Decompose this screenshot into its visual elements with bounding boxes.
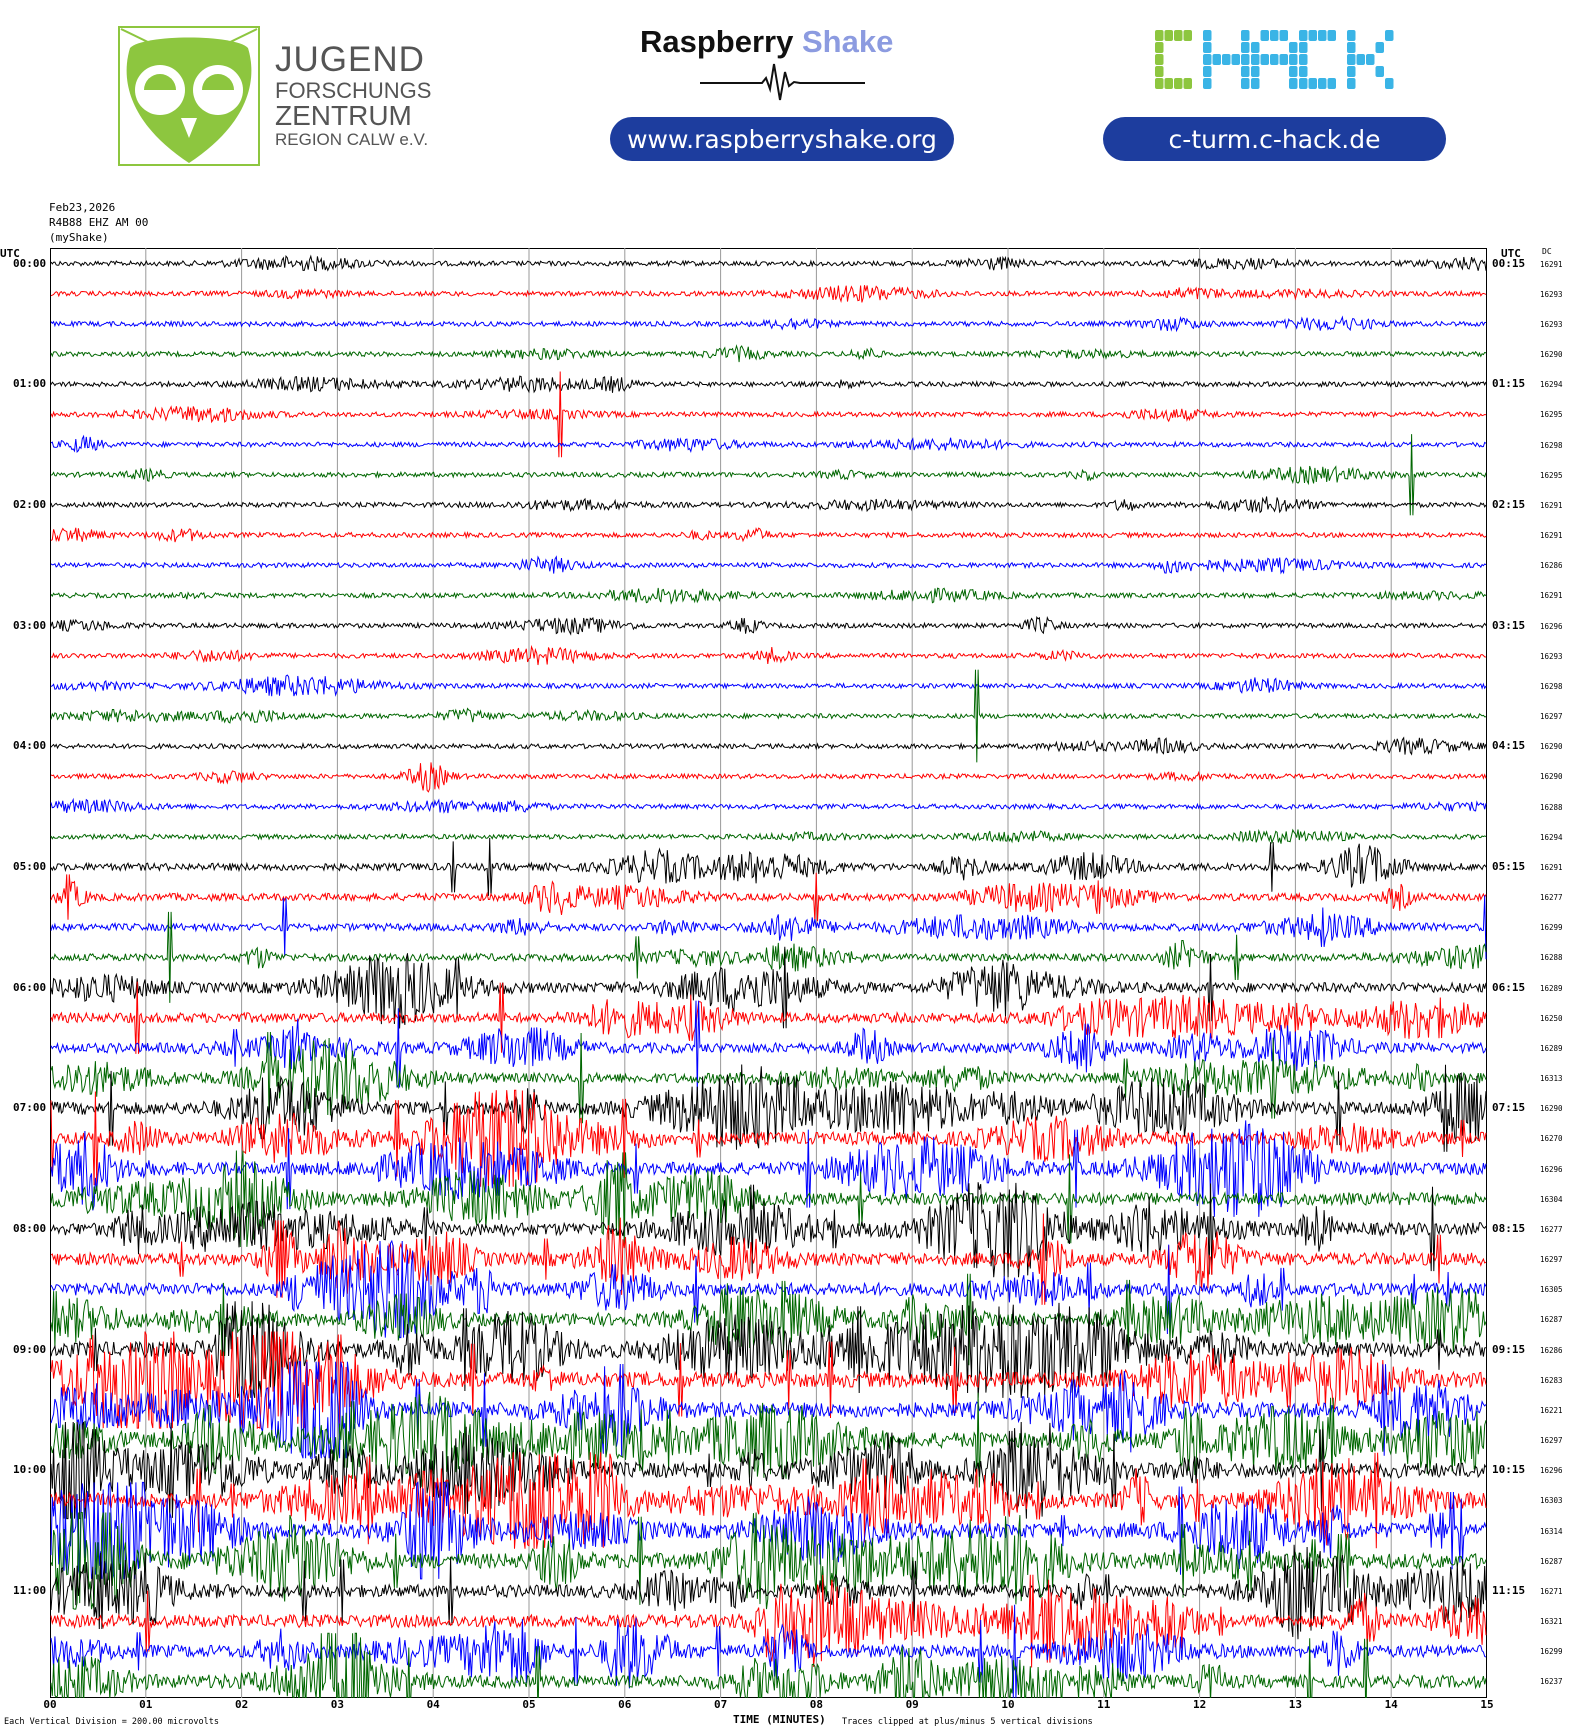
dc-offset-label: 16298 [1540,681,1563,691]
row-time-label-right: 04:15 [1492,739,1526,753]
dc-offset-label: 16297 [1540,712,1563,722]
row-time-label-left: 04:00 [13,739,47,753]
seismic-trace-row [51,1452,1486,1549]
dc-offset-label: 16299 [1540,1647,1563,1657]
dc-offset-label: 16290 [1540,772,1563,782]
chack-logo-pixel [1251,66,1260,77]
data-source: (myShake) [49,231,109,244]
chack-logo-pixel [1318,30,1327,41]
chack-logo-pixel [1309,78,1318,89]
x-tick-label: 06 [618,1698,632,1711]
chack-logo-pixel [1213,54,1222,65]
x-tick-label: 15 [1480,1698,1494,1711]
dc-offset-label: 16291 [1540,862,1563,872]
dc-offset-label: 16286 [1540,1345,1563,1355]
dc-offset-label: 16296 [1540,1466,1563,1476]
raspberry-shake-url-link[interactable]: www.raspberryshake.org [610,117,954,161]
dc-offset-label: 16291 [1540,259,1563,269]
seismic-trace-row [51,256,1486,271]
x-tick-label: 11 [1097,1698,1111,1711]
dc-offset-label: 16298 [1540,440,1563,450]
dc-offset-label: 16221 [1540,1405,1563,1415]
x-tick-label: 13 [1288,1698,1303,1711]
dc-offset-label: 16293 [1540,651,1563,661]
row-time-label-left: 11:00 [13,1583,47,1597]
dc-offset-label: 16293 [1540,319,1563,329]
dc-offset-label: 16297 [1540,1255,1563,1265]
dc-offset-label: 16296 [1540,621,1563,631]
jfz-name-line3: ZENTRUM [275,100,412,131]
row-time-label-left: 01:00 [13,377,47,391]
chack-logo-pixel [1174,30,1183,41]
chack-logo-pixel [1289,42,1298,53]
row-time-label-left: 08:00 [13,1221,47,1235]
seismic-trace-row [51,947,1486,1029]
chack-logo-pixel [1299,66,1308,77]
chack-logo-pixel [1261,54,1270,65]
seismic-trace-row [51,376,1486,393]
chack-logo-pixel [1299,78,1308,89]
station-channel: R4B88 EHZ AM 00 [49,216,149,229]
row-time-label-left: 06:00 [13,980,47,994]
x-tick-label: 12 [1192,1698,1207,1711]
utc-right-label: UTC [1501,247,1521,260]
dc-offset-label: 16271 [1540,1586,1563,1596]
dc-header-label: DC [1542,247,1552,256]
chack-url-link[interactable]: c-turm.c-hack.de [1103,117,1446,161]
dc-offset-label: 16290 [1540,1104,1563,1114]
seismic-trace-row [51,497,1486,513]
chack-logo-pixel [1232,54,1241,65]
x-tick-label: 04 [426,1698,440,1711]
chack-logo-pixel [1241,30,1250,41]
seismic-trace-row [51,285,1486,302]
dc-offset-label: 16287 [1540,1315,1563,1325]
seismic-trace-row [51,675,1486,696]
utc-left-label: UTC [0,247,20,260]
jfz-name-line2: FORSCHUNGS [275,78,432,103]
chack-logo-pixel [1203,78,1212,89]
chack-logo-pixel [1289,66,1298,77]
x-tick-label: 01 [139,1698,153,1711]
seismic-trace-row [51,346,1486,362]
dc-offset-label: 16299 [1540,923,1563,933]
seismic-trace-row [51,830,1486,844]
chack-logo-pixel [1270,30,1279,41]
x-axis-label: TIME (MINUTES) [733,1713,826,1726]
dc-offset-label: 16289 [1540,1043,1563,1053]
chack-logo-pixel [1347,66,1356,77]
chack-logo-pixel [1155,78,1164,89]
chack-logo-pixel [1184,30,1193,41]
chack-logo-pixel [1366,54,1375,65]
seismic-trace-row [51,873,1486,922]
dc-offset-label: 16314 [1540,1526,1563,1536]
chack-logo-pixel [1376,42,1385,53]
seismic-trace-row [51,1001,1486,1096]
dc-offset-label: 16277 [1540,1224,1563,1234]
chack-logo-pixel [1270,54,1279,65]
row-time-label-right: 01:15 [1492,377,1526,391]
dc-offset-label: 16294 [1540,380,1563,390]
seismic-wave-icon [700,56,865,104]
chack-logo-pixel [1165,30,1174,41]
chack-logo-pixel [1261,30,1270,41]
chack-logo-pixel [1251,78,1260,89]
row-time-label-right: 10:15 [1492,1463,1526,1477]
chack-logo-pixel [1155,54,1164,65]
chack-logo-pixel [1222,54,1231,65]
chack-logo-pixel [1155,30,1164,41]
row-time-label-right: 08:15 [1492,1221,1526,1235]
chack-logo-pixel [1357,54,1366,65]
chack-logo-pixel [1280,54,1289,65]
chack-logo-pixel [1184,78,1193,89]
seismic-trace-row [51,647,1486,665]
row-time-label-left: 07:00 [13,1101,47,1115]
dc-offset-label: 16289 [1540,983,1563,993]
chack-logo-pixel [1241,66,1250,77]
x-tick-label: 10 [1001,1698,1015,1711]
jfz-name-line1: JUGEND [275,40,425,79]
row-time-label-left: 03:00 [13,618,47,632]
seismic-trace-row [51,557,1486,574]
chack-logo-pixel [1241,54,1250,65]
raspberry-shake-title-a: Raspberry [640,24,794,59]
chack-logo-pixel [1299,42,1308,53]
dc-offset-label: 16287 [1540,1556,1563,1566]
seismic-trace-row [51,317,1486,331]
record-date: Feb23,2026 [49,201,116,214]
chack-logo-pixel [1347,30,1356,41]
row-time-label-right: 09:15 [1492,1342,1526,1356]
seismic-trace-row [51,617,1486,634]
chack-logo-pixel [1299,54,1308,65]
dc-offset-label: 16293 [1540,289,1563,299]
row-time-label-left: 05:00 [13,859,47,873]
dc-offset-label: 16321 [1540,1617,1563,1627]
dc-offset-label: 16277 [1540,893,1563,903]
chack-logo-pixel [1203,66,1212,77]
dc-offset-label: 16295 [1540,410,1563,420]
chack-logo-pixel [1155,66,1164,77]
chack-logo-pixel [1347,42,1356,53]
dc-offset-label: 16303 [1540,1496,1563,1506]
seismic-trace-row [51,588,1486,603]
x-tick-label: 02 [234,1698,249,1711]
chack-logo-pixel [1203,54,1212,65]
owl-logo-icon [118,26,260,166]
row-time-label-right: 05:15 [1492,859,1526,873]
x-tick-label: 00 [43,1698,57,1711]
chack-logo-pixel [1280,30,1289,41]
raspberry-shake-title [640,24,893,60]
seismic-trace-row [51,762,1486,791]
dc-offset-label: 16297 [1540,1436,1563,1446]
chack-logo-pixel [1251,42,1260,53]
row-time-label-left: 02:00 [13,497,47,511]
row-time-label-right: 06:15 [1492,980,1526,994]
chack-logo-pixel [1241,78,1250,89]
dc-offset-label: 16304 [1540,1194,1563,1204]
seismic-trace-row [51,838,1486,896]
chack-logo-pixel [1299,30,1308,41]
x-tick-label: 03 [330,1698,345,1711]
x-tick-label: 08 [809,1698,824,1711]
chack-logo-pixel [1203,30,1212,41]
seismic-trace-row [51,912,1486,1003]
row-time-label-left: 10:00 [13,1463,47,1477]
chack-logo-pixel [1385,78,1394,89]
chack-logo-icon [1155,30,1405,92]
seismic-trace-row [51,670,1486,763]
row-time-label-right: 03:15 [1492,618,1526,632]
chack-logo-pixel [1385,30,1394,41]
clip-note: Traces clipped at plus/minus 5 vertical divisions [842,1717,1093,1727]
x-tick-label: 07 [713,1698,728,1711]
chack-logo-pixel [1155,42,1164,53]
helicorder-plot [50,248,1487,1698]
dc-offset-label: 16270 [1540,1134,1563,1144]
dc-offset-label: 16250 [1540,1013,1563,1023]
dc-offset-label: 16295 [1540,470,1563,480]
row-time-label-right: 07:15 [1492,1101,1526,1115]
chack-logo-pixel [1165,78,1174,89]
x-tick-label: 09 [905,1698,919,1711]
row-time-label-right: 00:15 [1492,256,1526,270]
seismic-trace-row [51,528,1486,542]
dc-offset-label: 16283 [1540,1375,1563,1385]
dc-offset-label: 16290 [1540,742,1563,752]
dc-offset-label: 16286 [1540,561,1563,571]
raspberry-shake-title-b: Shake [801,24,894,59]
dc-offset-label: 16313 [1540,1074,1563,1084]
row-time-label-right: 02:15 [1492,497,1526,511]
chack-logo-pixel [1328,30,1337,41]
row-time-label-right: 11:15 [1492,1583,1526,1597]
jfz-name-line4: REGION CALW e.V. [275,130,429,149]
row-time-label-left: 09:00 [13,1342,47,1356]
vertical-division-note: Each Vertical Division = 200.00 microvolts [4,1717,219,1727]
x-tick-label: 05 [522,1698,536,1711]
chack-logo-pixel [1328,78,1337,89]
chack-logo-pixel [1347,78,1356,89]
chack-logo-pixel [1376,66,1385,77]
chack-logo-pixel [1241,42,1250,53]
chack-logo-pixel [1318,78,1327,89]
seismic-trace-row [51,738,1486,755]
seismic-trace-row [51,800,1486,813]
dc-offset-label: 16237 [1540,1677,1563,1687]
dc-offset-label: 16291 [1540,591,1563,601]
row-time-label-left: 00:00 [13,256,47,270]
chack-logo-pixel [1347,54,1356,65]
chack-logo-pixel [1289,78,1298,89]
dc-offset-label: 16288 [1540,802,1563,812]
chack-logo-pixel [1251,54,1260,65]
dc-offset-label: 16288 [1540,953,1563,963]
dc-offset-label: 16291 [1540,500,1563,510]
x-tick-label: 14 [1384,1698,1398,1711]
seismic-trace-row [51,436,1486,452]
chack-logo-pixel [1309,30,1318,41]
dc-offset-label: 16290 [1540,350,1563,359]
chack-logo-pixel [1203,42,1212,53]
plot-frame [51,249,1487,1698]
dc-offset-label: 16296 [1540,1164,1563,1174]
dc-offset-label: 16305 [1540,1285,1563,1295]
chack-logo-pixel [1289,54,1298,65]
dc-offset-label: 16291 [1540,531,1563,541]
chack-logo-pixel [1174,78,1183,89]
dc-offset-label: 16294 [1540,832,1563,842]
